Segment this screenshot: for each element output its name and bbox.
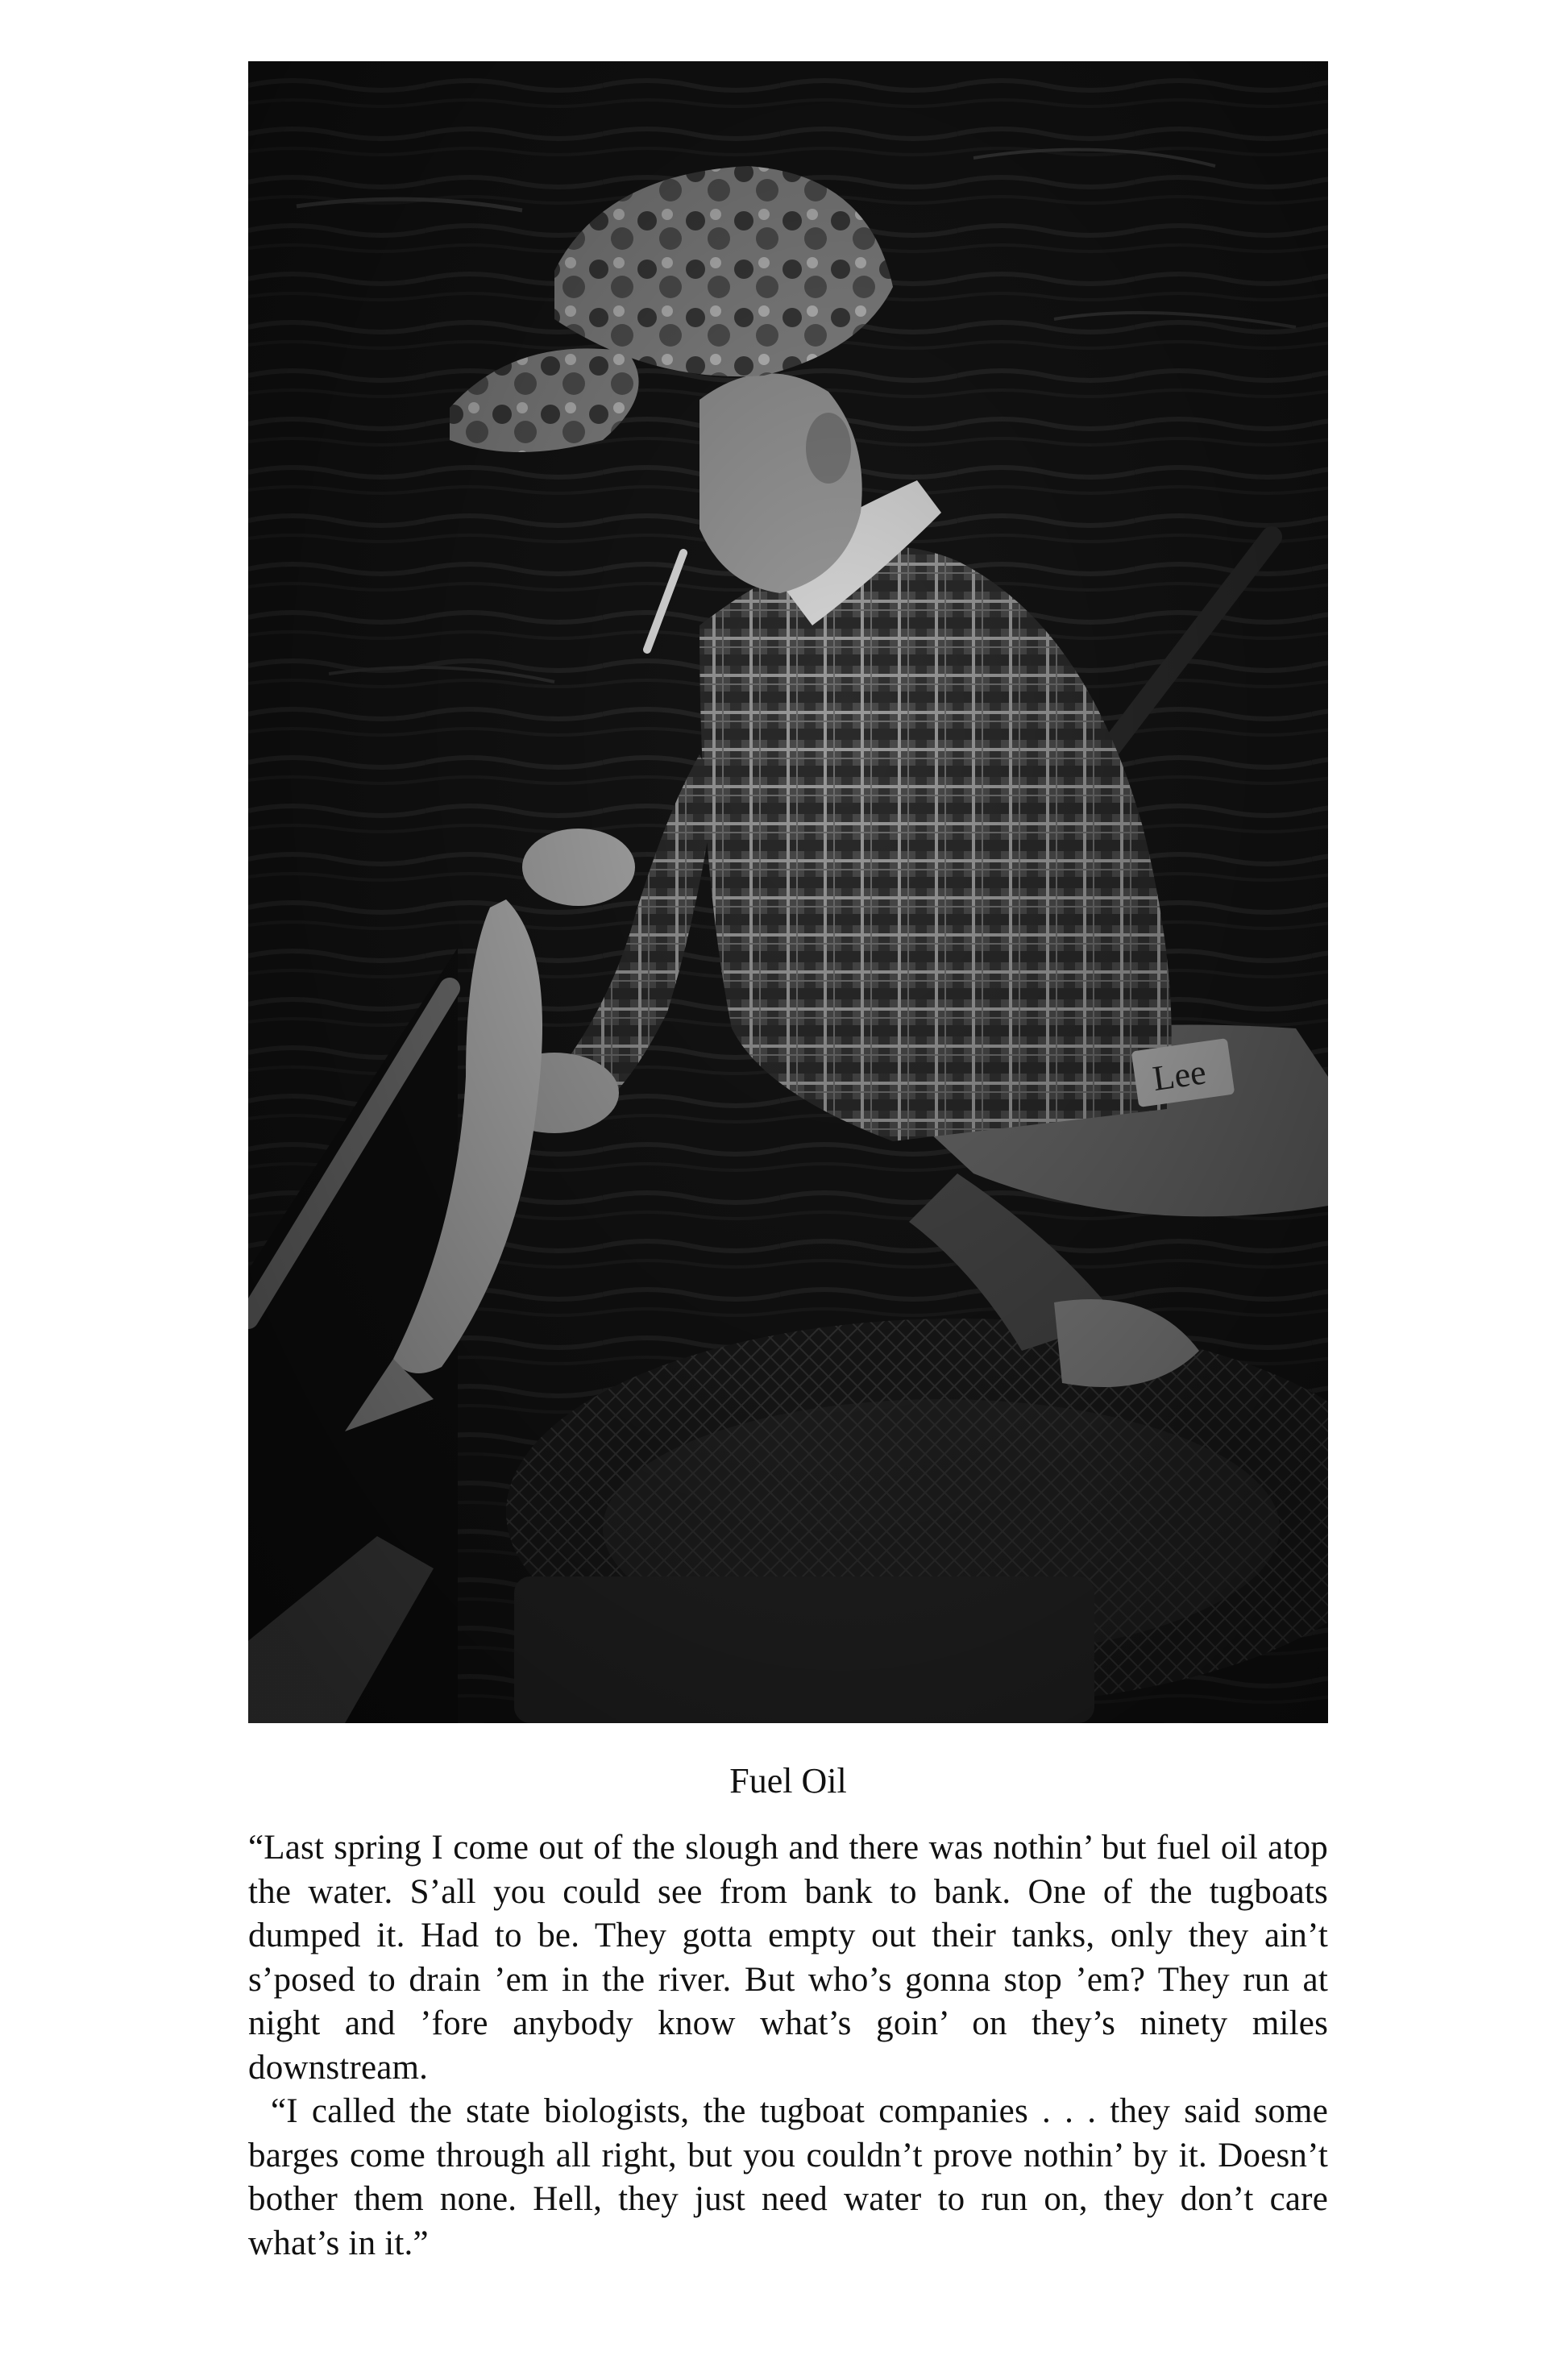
caption-body <box>248 1826 1328 2266</box>
caption-block <box>248 1757 1328 2266</box>
caption-paragraph: “I called the state biologists, the tugboat companies . . . they said some barges come through all right, but you couldn’t prove nothin’ by it. Doesn’t bother them none. Hell, they just need water to run on, they don’t care what’s in it.” <box>248 2092 1328 2262</box>
photo-illustration <box>248 61 1328 1723</box>
fisherman-photo <box>248 61 1328 1723</box>
caption-paragraph: “Last spring I come out of the slough and there was nothin’ but fuel oil atop the water. S’all you could see from bank to bank. One of the tugboats dumped it. Had to be. They gotta empty out their tanks, only they ain’t s’posed to drain ’em in the river. But who’s gonna stop ’em? They run at night and ’fore anybody know what’s goin’ on they’s ninety miles downstream. <box>248 1829 1328 2087</box>
caption-title: Fuel Oil <box>729 1761 847 1801</box>
